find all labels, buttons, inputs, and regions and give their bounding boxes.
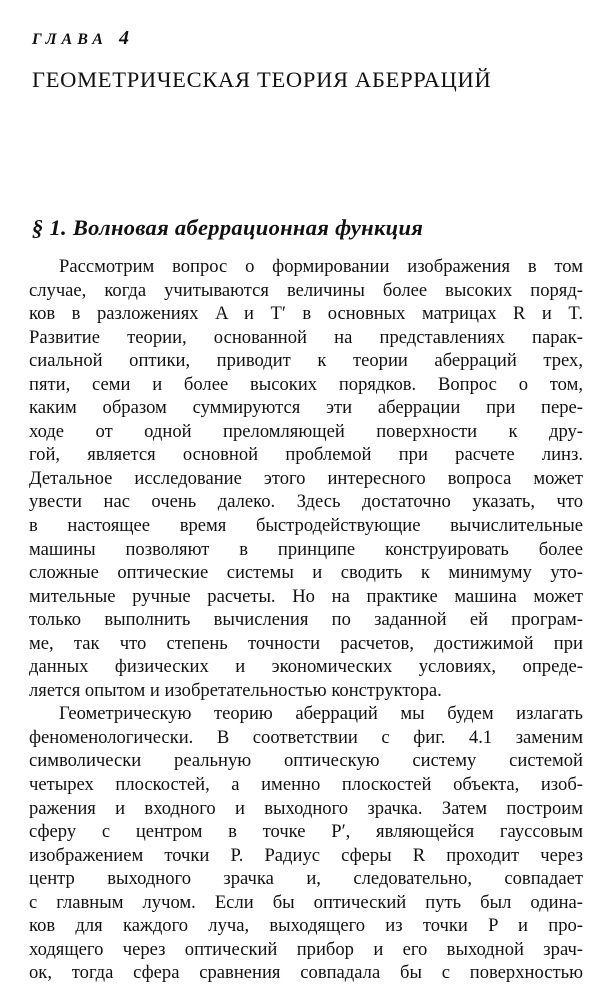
text-line: с главным лучом. Если бы оптический путь был одина- xyxy=(29,891,583,913)
text-line: в настоящее время быстродействующие вычислительные xyxy=(29,515,583,537)
text-line: изображением точки P. Радиус сферы R проходит через xyxy=(29,844,583,866)
chapter-number: 4 xyxy=(118,27,129,49)
text-line: четырех плоскостей, а именно плоскостей объекта, изоб- xyxy=(29,774,583,796)
text-line: феноменологически. В соответствии с фиг. 4.1 заменим xyxy=(29,726,583,748)
text-line: Детальное исследование этого интересного вопроса может xyxy=(29,467,583,489)
text-line: ме, так что степень точности расчетов, достижимой при xyxy=(29,632,583,654)
text-line: ляется опытом и изобретательностью конструктора. xyxy=(29,679,442,701)
text-line: каким образом суммируются эти аберрации при пере- xyxy=(29,397,583,419)
text-line: ходящего через оптический прибор и его выходной зрач- xyxy=(29,938,583,960)
text-line: Геометрическую теорию аберраций мы будем излагать xyxy=(59,703,583,725)
text-line: сферу с центром в точке P′, являющейся гауссовым xyxy=(29,821,583,843)
text-line: сиальной оптики, приводит к теории аберраций трех, xyxy=(29,350,583,372)
text-line: случае, когда учитываются величины более высоких поряд- xyxy=(29,279,583,301)
text-line: ходе от одной преломляющей поверхности к дру- xyxy=(29,420,583,442)
text-line: пяти, семи и более высоких порядков. Вопрос о том, xyxy=(29,373,583,395)
text-line: гой, является основной проблемой при расчете линз. xyxy=(29,444,583,466)
text-line: мительные ручные расчеты. Но на практике машина может xyxy=(29,585,583,607)
text-line: центр выходного зрачка и, следовательно, совпадает xyxy=(29,868,583,890)
text-line: Развитие теории, основанной на представлениях парак- xyxy=(29,326,583,348)
text-line: только выполнить вычисления по заданной ей програм- xyxy=(29,609,583,631)
text-line: сложные оптические системы и сводить к минимуму уто- xyxy=(29,562,583,584)
text-line: ок, тогда сфера сравнения совпадала бы с поверхностью xyxy=(29,962,583,984)
chapter-label-word: ГЛАВА xyxy=(32,31,108,48)
text-line: увести нас очень далеко. Здесь достаточно указать, что xyxy=(29,491,583,513)
chapter-title: ГЕОМЕТРИЧЕСКАЯ ТЕОРИЯ АБЕРРАЦИЙ xyxy=(32,67,492,92)
text-line: ков для каждого луча, выходящего из точки P и про- xyxy=(29,915,583,937)
text-line: Рассмотрим вопрос о формировании изображения в том xyxy=(59,256,583,277)
text-line: данных физических и экономических условиях, опреде- xyxy=(29,656,583,678)
text-line: ков в разложениях A и T′ в основных матрицах R и T. xyxy=(29,303,583,325)
text-line: ражения и входного и выходного зрачка. Затем построим xyxy=(29,797,583,819)
chapter-label xyxy=(32,27,129,50)
body-text xyxy=(29,255,583,985)
text-line: символически реальную оптическую систему системой xyxy=(29,750,583,772)
section-heading: § 1. Волновая аберрационная функция xyxy=(32,215,424,240)
text-line: машины позволяют в принципе конструировать более xyxy=(29,538,583,560)
